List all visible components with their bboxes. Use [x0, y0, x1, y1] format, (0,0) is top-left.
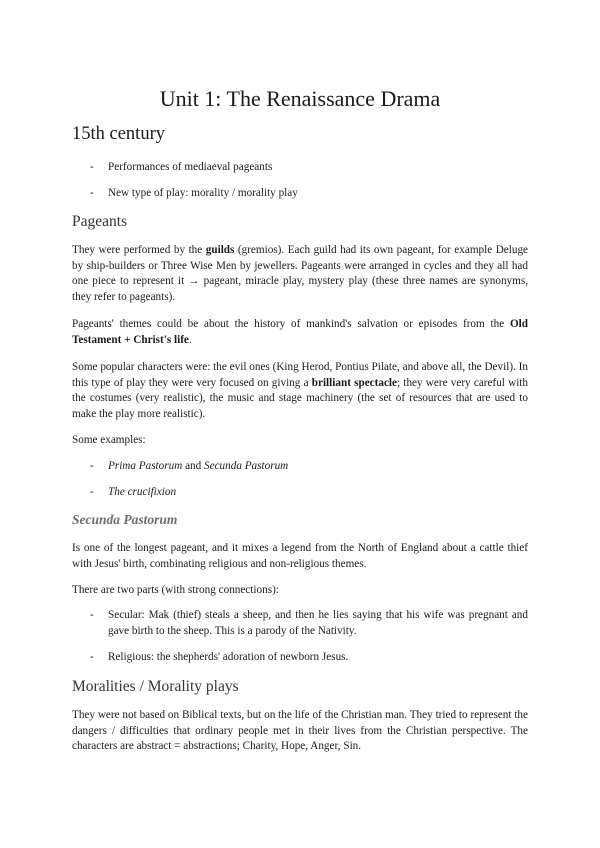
heading-15th-century: 15th century: [72, 124, 165, 144]
bullet-text: [108, 459, 528, 475]
bullet-item: [90, 160, 528, 176]
page-title: Unit 1: The Renaissance Drama: [159, 86, 441, 111]
bullet-text: Secular: Mak (thief) steals a sheep, and then he lies saying that his wife was pregnant and gave birth to the sheep. This is a parody of the Nativity.: [108, 609, 528, 637]
bullet-item: [90, 485, 528, 501]
bullet-text: Performances of mediaeval pageants: [108, 161, 273, 173]
moralities-paragraph-1: They were not based on Biblical texts, but on the life of the Christian man. They tried to represent the dangers / difficulties that ordinary people met in their lives from the Christian perspective. The characters are abstract = abstractions; Charity, Hope, Anger, Sin.: [72, 709, 528, 753]
text-run: Some popular characters were: the evil ones (King Herod, Pontius Pilate, and above all, the Devil). In this type of play they were very focused on giving a: [72, 361, 528, 389]
bold-text: Old Testament + Christ's life: [72, 318, 528, 346]
bullet-text: The crucifixion: [108, 486, 177, 498]
pageants-paragraph-3: [72, 360, 528, 422]
bullet-dash: -: [90, 161, 94, 173]
pageants-paragraph-1: [72, 243, 528, 305]
pageants-paragraph-4: Some examples:: [72, 434, 146, 446]
bullet-item: [90, 459, 528, 475]
heading-secunda-pastorum: Secunda Pastorum: [72, 512, 178, 527]
bullet-dash: -: [90, 460, 94, 472]
bold-text: guilds: [205, 244, 235, 256]
bullet-item: [90, 650, 528, 666]
heading-pageants: Pageants: [72, 213, 128, 230]
text-run: ; they were very careful with the costumes (very realistic), the music and stage machinery (the set of resources that are used to make the play more realistic).: [72, 376, 529, 420]
text-run: Pageants' themes could be about the history of mankind's salvation or episodes from the: [72, 318, 510, 330]
italic-text: Secunda Pastorum: [204, 460, 289, 472]
text-run: .: [188, 333, 192, 346]
secunda-paragraph-1: Is one of the longest pageant, and it mixes a legend from the North of England about a cattle thief with Jesus' birth, combinating religious and non-religious themes.: [72, 542, 528, 570]
bullet-dash: -: [90, 187, 94, 199]
secunda-paragraph-2: There are two parts (with strong connections):: [72, 584, 279, 596]
bullet-item: [90, 186, 528, 202]
bullet-item: [90, 608, 528, 639]
bullet-dash: -: [90, 486, 94, 498]
text-run: They were performed by the: [72, 244, 206, 256]
bold-text: brilliant spectacle: [311, 376, 398, 389]
text-run: (gremios). Each guild had its own pageant, for example Deluge by ship-builders or Three Wise Men by jewellers. Pageants were arranged in cycles and they all had one piece to represent it → pageant, miracle play, mystery play (these three names are synonyms, they refer to pageants).: [72, 244, 529, 303]
bullet-dash: -: [90, 609, 94, 621]
italic-text: Prima Pastorum: [108, 460, 183, 472]
bullet-text: New type of play: morality / morality play: [108, 187, 298, 199]
pageants-paragraph-2: [72, 317, 528, 348]
heading-moralities: Moralities / Morality plays: [72, 678, 239, 695]
bullet-text: Religious: the shepherds' adoration of newborn Jesus.: [108, 651, 349, 663]
text-run: and: [182, 460, 205, 472]
bullet-dash: -: [90, 651, 94, 663]
